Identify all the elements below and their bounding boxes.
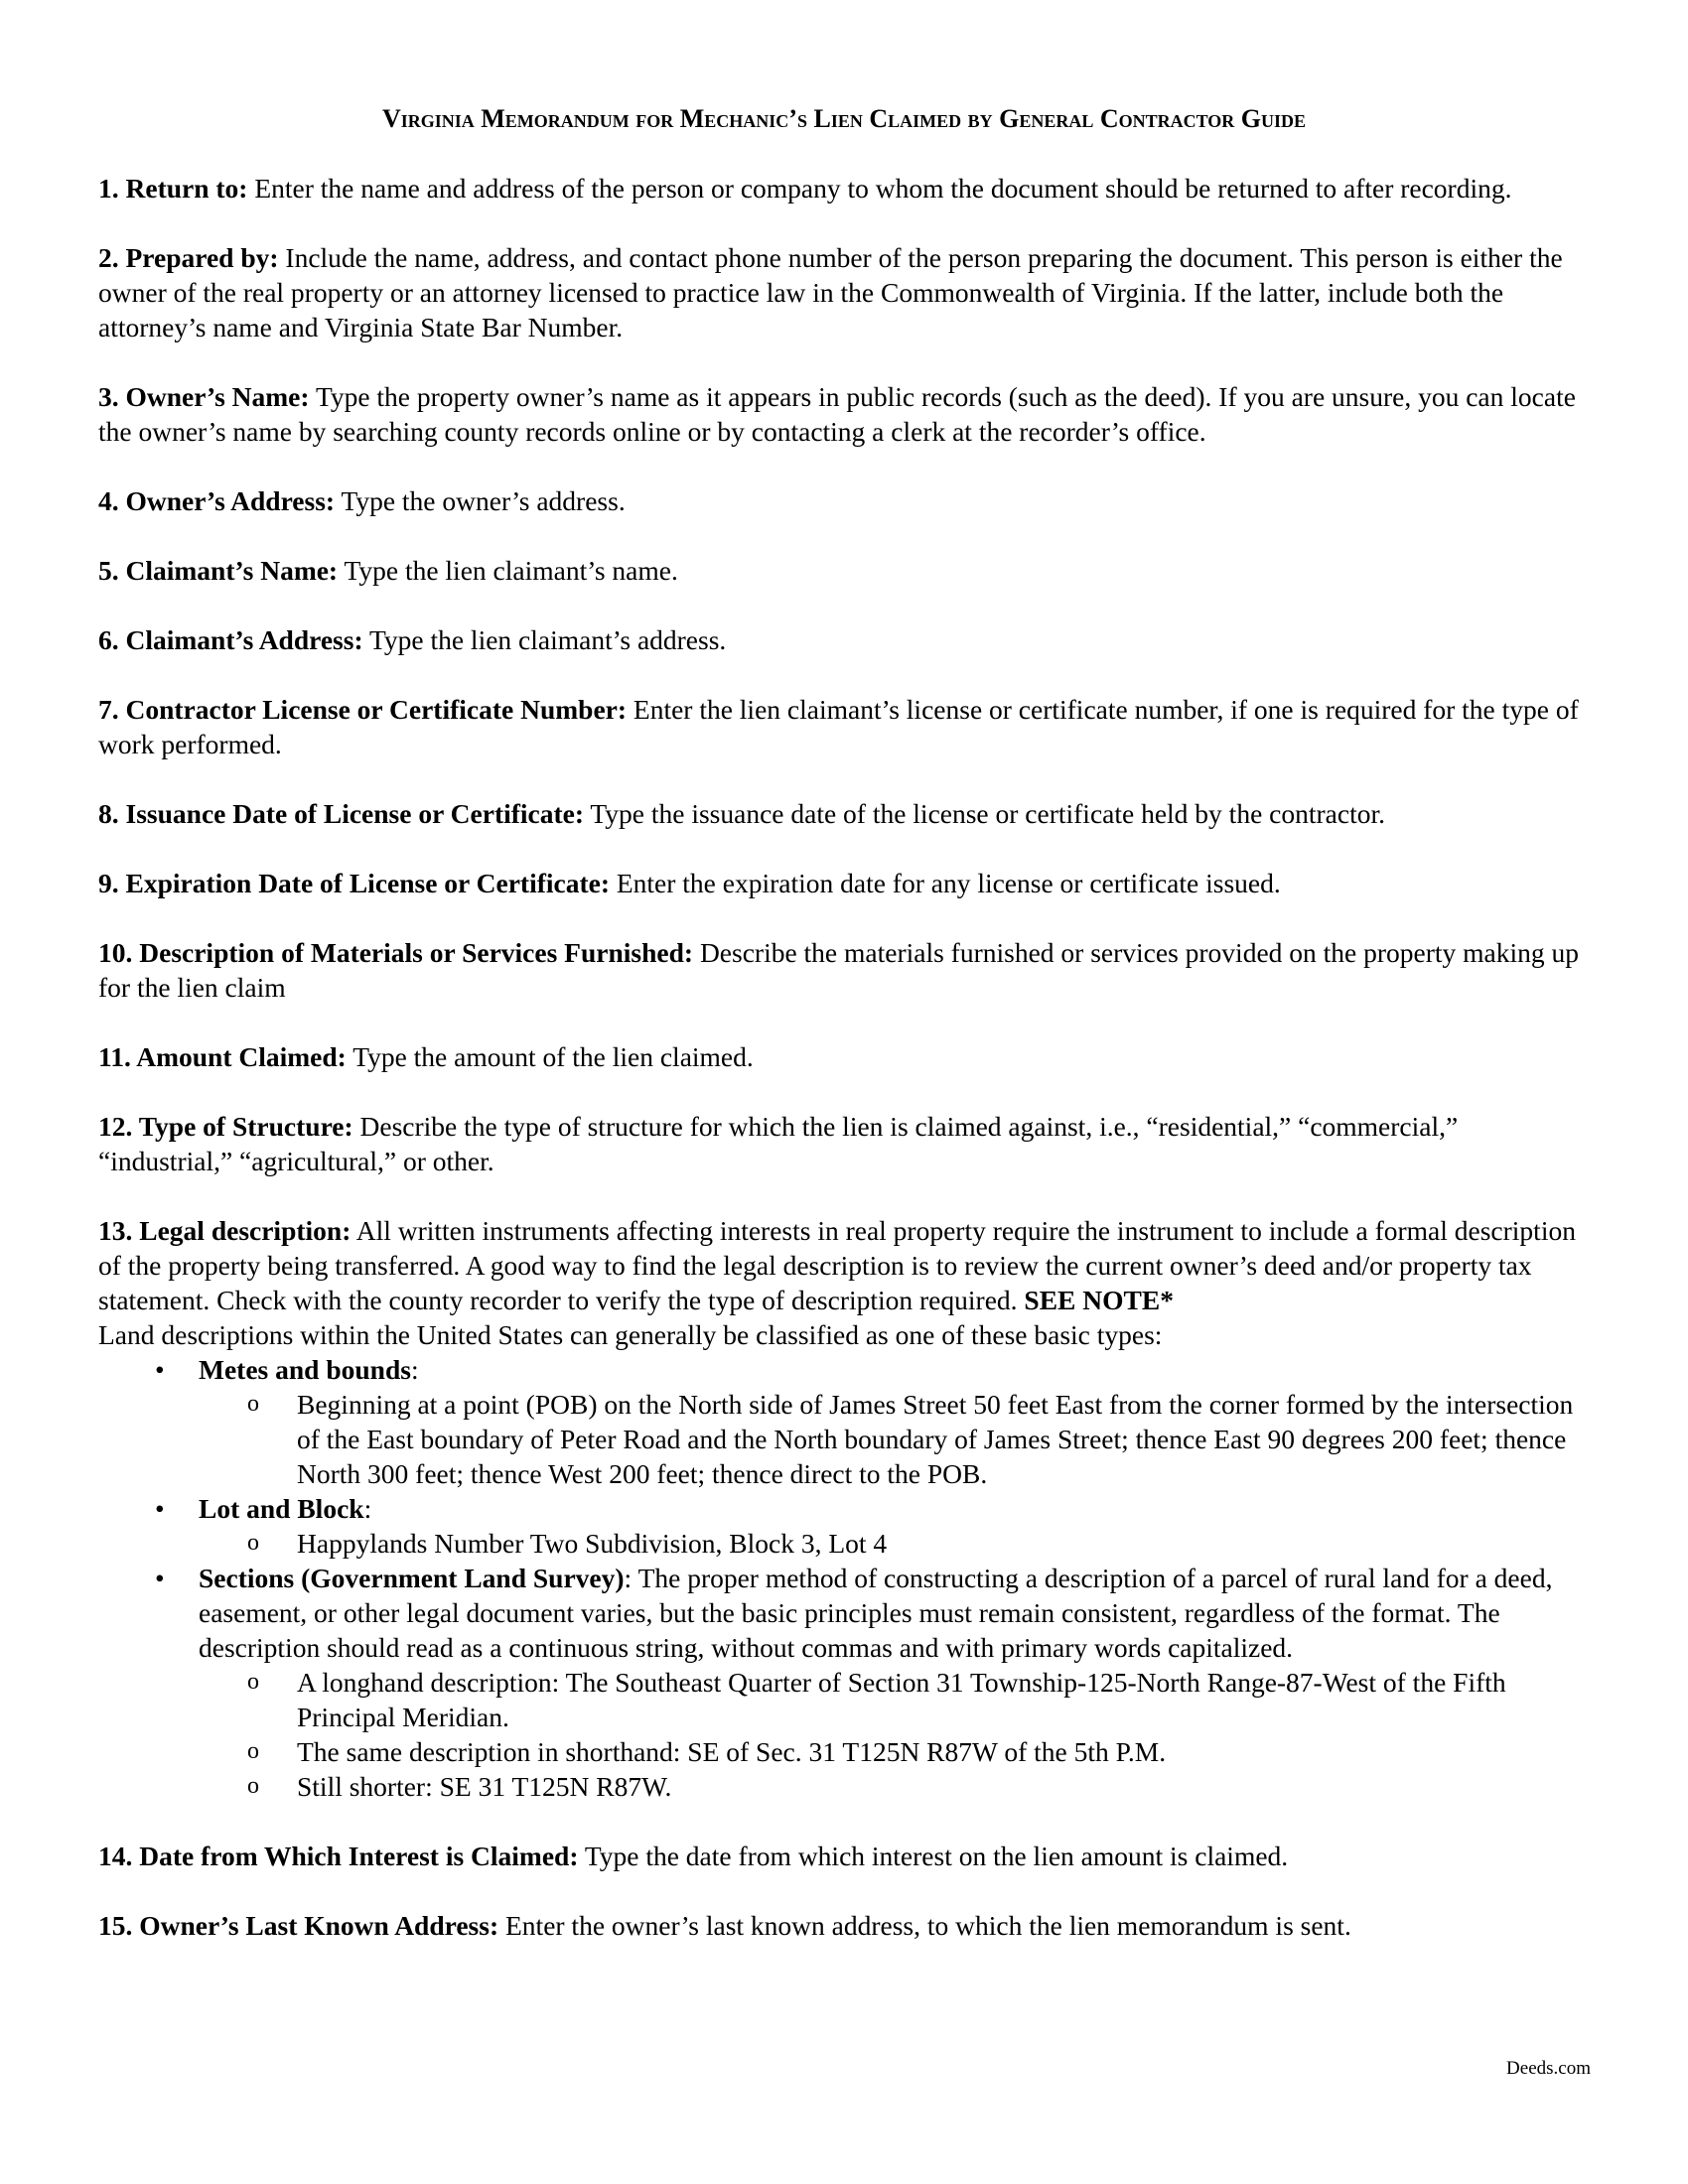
item-text: Enter the expiration date for any license or certificate issued.	[609, 868, 1281, 898]
item-label: 11. Amount Claimed:	[98, 1041, 347, 1072]
footer-brand: Deeds.com	[1506, 2058, 1591, 2079]
circle-bullet-icon: o	[247, 1669, 259, 1695]
item-owners-last-known-address	[98, 1908, 1596, 1943]
sub-item-text: The same description in shorthand: SE of Sec. 31 T125N R87W of the 5th P.M.	[297, 1736, 1167, 1767]
item-text: Type the amount of the lien claimed.	[346, 1041, 754, 1072]
sub-item-text: Happylands Number Two Subdivision, Block 3, Lot 4	[297, 1528, 888, 1559]
sub-item	[98, 1665, 1596, 1734]
bullet-icon: •	[155, 1493, 165, 1524]
item-label: 8. Issuance Date of License or Certificate:	[98, 798, 585, 829]
bullet-label: Metes and bounds	[199, 1354, 411, 1385]
see-note: SEE NOTE*	[1024, 1285, 1174, 1315]
item-prepared-by	[98, 240, 1596, 344]
sub-item-text: Beginning at a point (POB) on the North side of James Street 50 feet East from the corner formed by the intersection of the East boundary of Peter Road and the North boundary of James Street; thence East 90 degrees 200 feet; thence North 300 feet; thence West 200 feet; thence direct to the POB.	[297, 1389, 1574, 1489]
item-label: 9. Expiration Date of License or Certificate:	[98, 868, 610, 898]
list-item-sections	[98, 1561, 1596, 1804]
item-label: 3. Owner’s Name:	[98, 381, 310, 412]
bullet-icon: •	[155, 1354, 165, 1385]
guide-content	[98, 171, 1596, 1943]
item-text: Type the issuance date of the license or certificate held by the contractor.	[584, 798, 1385, 829]
sub-item	[98, 1526, 1596, 1561]
description-types-list	[98, 1352, 1596, 1804]
sub-item	[98, 1734, 1596, 1769]
item-text: Describe the type of structure for which the lien is claimed against, i.e., “residential,” “commercial,” “industrial,” “agricultural,” or other.	[98, 1111, 1459, 1176]
circle-bullet-icon: o	[247, 1738, 259, 1764]
item-text: Enter the owner’s last known address, to which the lien memorandum is sent.	[498, 1910, 1351, 1941]
circle-bullet-icon: o	[247, 1530, 259, 1556]
item-license-number	[98, 692, 1596, 761]
item-text: Describe the materials furnished or services provided on the property making up for the lien claim	[98, 937, 1580, 1003]
item-label: 12. Type of Structure:	[98, 1111, 353, 1142]
item-expiration-date	[98, 866, 1596, 900]
item-text: Enter the lien claimant’s license or certificate number, if one is required for the type of work performed.	[98, 694, 1579, 759]
sub-item	[98, 1387, 1596, 1491]
list-item-metes-and-bounds	[98, 1352, 1596, 1491]
land-description-intro: Land descriptions within the United States can generally be classified as one of these basic types:	[98, 1319, 1163, 1350]
item-return-to	[98, 171, 1596, 205]
circle-bullet-icon: o	[247, 1773, 259, 1799]
item-text: All written instruments affecting interests in real property require the instrument to include a formal description of the property being transferred. A good way to find the legal description is to review the current owner’s deed and/or property tax statement. Check with the county recorder to verify the type of description required.	[98, 1215, 1576, 1315]
item-owners-name	[98, 379, 1596, 449]
page-title: Virginia Memorandum for Mechanic’s Lien Claimed by General Contractor Guide	[381, 104, 1307, 133]
item-label: 13. Legal description:	[98, 1215, 352, 1246]
item-text: Type the owner’s address.	[335, 485, 626, 516]
item-amount-claimed	[98, 1039, 1596, 1074]
bullet-label: Sections (Government Land Survey)	[199, 1563, 625, 1593]
item-label: 1. Return to:	[98, 173, 248, 204]
item-text: Type the date from which interest on the lien amount is claimed.	[578, 1841, 1289, 1871]
item-claimants-name	[98, 553, 1596, 588]
item-label: 14. Date from Which Interest is Claimed:	[98, 1841, 579, 1871]
bullet-text: :	[410, 1354, 419, 1385]
item-legal-description	[98, 1213, 1596, 1804]
bullet-label: Lot and Block	[199, 1493, 364, 1524]
item-text: Type the lien claimant’s name.	[338, 555, 678, 586]
item-text: Include the name, address, and contact phone number of the person preparing the document. This person is either the owner of the real property or an attorney licensed to practice law in the Commonwealth of Virginia. If the latter, include both the attorney’s name and Virginia State Bar Number.	[98, 242, 1563, 342]
item-label: 4. Owner’s Address:	[98, 485, 336, 516]
item-owners-address	[98, 483, 1596, 518]
item-label: 10. Description of Materials or Services Furnished:	[98, 937, 694, 968]
bullet-icon: •	[155, 1563, 165, 1593]
item-type-of-structure	[98, 1109, 1596, 1178]
item-claimants-address	[98, 622, 1596, 657]
item-label: 2. Prepared by:	[98, 242, 279, 273]
sub-item-text: A longhand description: The Southeast Quarter of Section 31 Township-125-North Range-87-West of the Fifth Principal Meridian.	[297, 1667, 1506, 1732]
circle-bullet-icon: o	[247, 1391, 259, 1417]
item-label: 5. Claimant’s Name:	[98, 555, 339, 586]
bullet-text: :	[363, 1493, 372, 1524]
item-materials-description	[98, 935, 1596, 1005]
sub-item-text: Still shorter: SE 31 T125N R87W.	[297, 1771, 672, 1802]
item-label: 7. Contractor License or Certificate Number:	[98, 694, 628, 725]
sub-item	[98, 1769, 1596, 1804]
item-label: 15. Owner’s Last Known Address:	[98, 1910, 499, 1941]
item-issuance-date	[98, 796, 1596, 831]
bullet-text: : The proper method of constructing a description of a parcel of rural land for a deed, easement, or other legal document varies, but the basic principles must remain consistent, regardless of the format. The description should read as a continuous string, without commas and with primary words capitalized.	[199, 1563, 1553, 1663]
item-label: 6. Claimant’s Address:	[98, 624, 363, 655]
list-item-lot-and-block	[98, 1491, 1596, 1561]
item-text: Type the property owner’s name as it appears in public records (such as the deed). If you are unsure, you can locate the owner’s name by searching county records online or by contacting a clerk at the recorder’s office.	[98, 381, 1576, 447]
item-interest-date	[98, 1839, 1596, 1873]
item-text: Type the lien claimant’s address.	[362, 624, 727, 655]
item-text: Enter the name and address of the person or company to whom the document should be returned to after recording.	[247, 173, 1512, 204]
